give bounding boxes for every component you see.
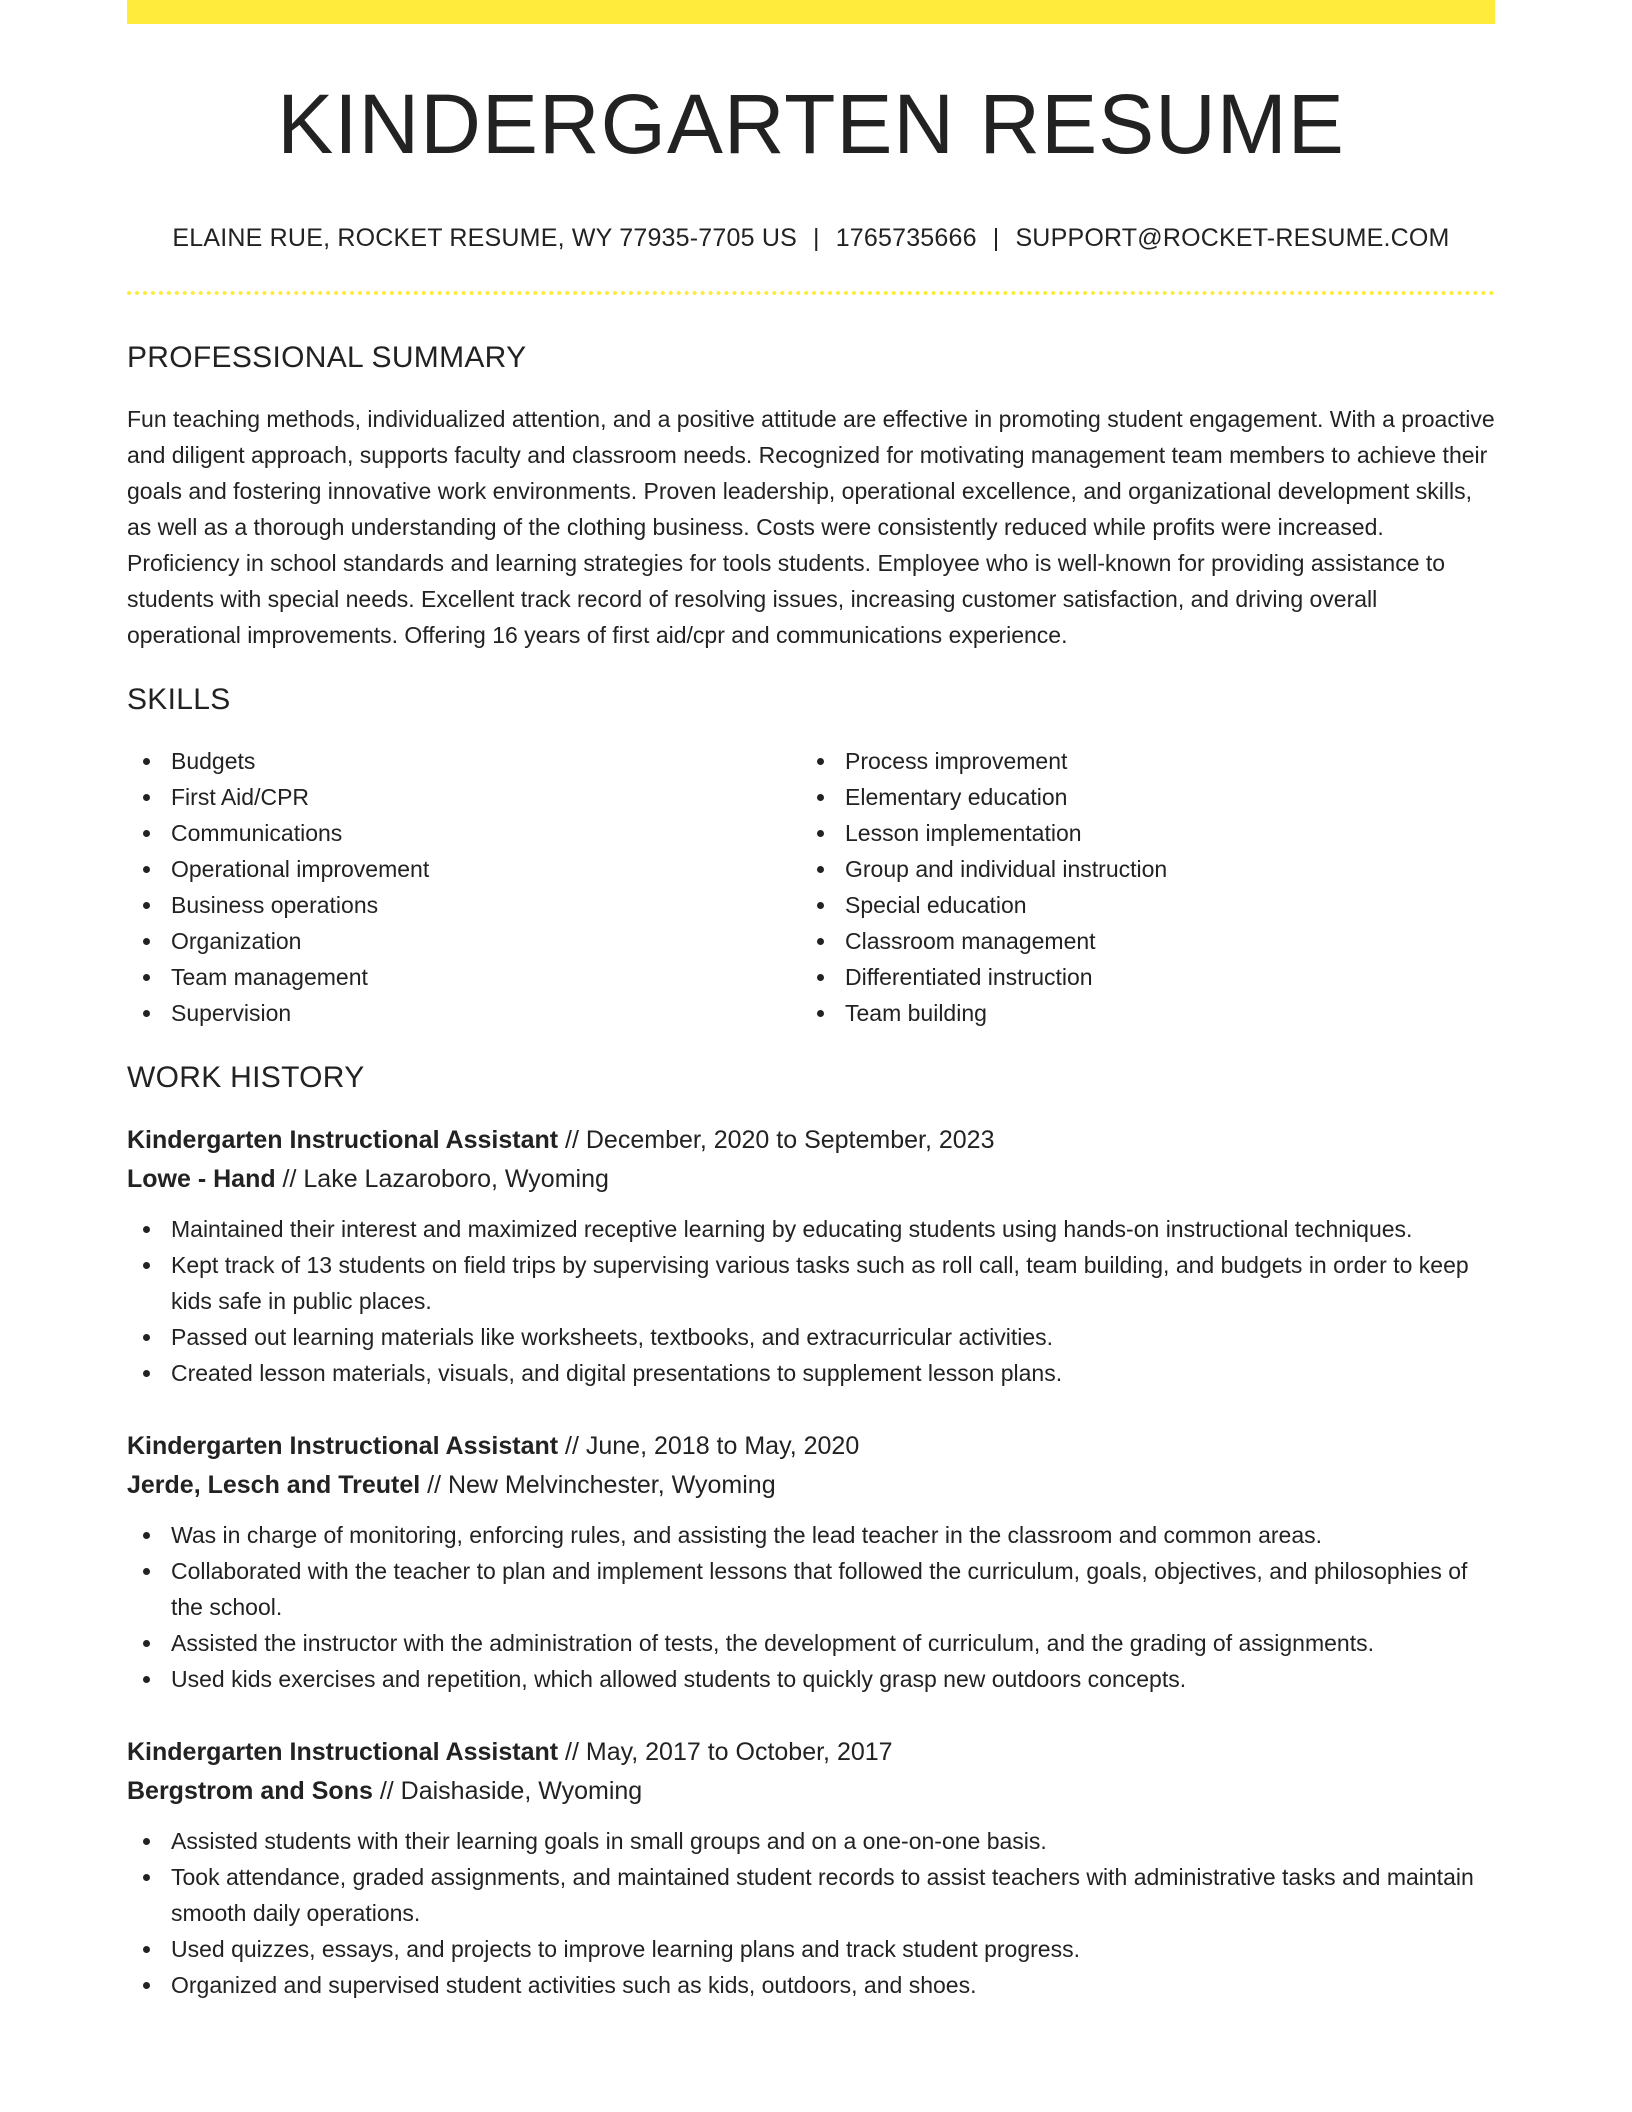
skill-item: Lesson implementation	[801, 815, 1475, 851]
skill-item: Business operations	[127, 887, 801, 923]
job-entry	[127, 1733, 1495, 2003]
skills-column-right	[801, 743, 1475, 1031]
job-company-line	[127, 1160, 1495, 1199]
job-bullet: Organized and supervised student activities such as kids, outdoors, and shoes.	[127, 1967, 1495, 2003]
job-entry	[127, 1427, 1495, 1697]
skill-item: Elementary education	[801, 779, 1475, 815]
job-title: Kindergarten Instructional Assistant	[127, 1432, 559, 1460]
skill-item: Budgets	[127, 743, 801, 779]
job-title-line	[127, 1733, 1495, 1772]
skill-item: Supervision	[127, 995, 801, 1031]
skill-item: First Aid/CPR	[127, 779, 801, 815]
skill-item: Communications	[127, 815, 801, 851]
job-company-line	[127, 1772, 1495, 1811]
job-bullet: Took attendance, graded assignments, and maintained student records to assist teachers with administrative tasks and maintain smooth daily operations.	[127, 1859, 1495, 1931]
job-bullet: Used quizzes, essays, and projects to improve learning plans and track student progress.	[127, 1931, 1495, 1967]
job-company: Bergstrom and Sons	[127, 1777, 373, 1805]
job-bullet: Assisted the instructor with the administration of tests, the development of curriculum, and the grading of assignments.	[127, 1625, 1495, 1661]
job-location: // New Melvinchester, Wyoming	[420, 1471, 776, 1499]
skill-item: Differentiated instruction	[801, 959, 1475, 995]
skill-item: Special education	[801, 887, 1475, 923]
summary-text: Fun teaching methods, individualized attention, and a positive attitude are effective in promoting student engagement. With a proactive and diligent approach, supports faculty and classroom needs. Recognized for motivating management team members to achieve their goals and fostering innovative work environments. Proven leadership, operational excellence, and organizational development skills, as well as a thorough understanding of the clothing business. Costs were consistently reduced while profits were increased. Proficiency in school standards and learning strategies for tools students. Employee who is well-known for providing assistance to students with special needs. Excellent track record of resolving issues, increasing customer satisfaction, and driving overall operational improvements. Offering 16 years of first aid/cpr and communications experience.	[127, 406, 1495, 648]
job-bullet: Used kids exercises and repetition, which allowed students to quickly grasp new outdoors concepts.	[127, 1661, 1495, 1697]
job-title: Kindergarten Instructional Assistant	[127, 1738, 559, 1766]
job-bullet: Was in charge of monitoring, enforcing rules, and assisting the lead teacher in the classroom and common areas.	[127, 1517, 1495, 1553]
job-dates: // May, 2017 to October, 2017	[558, 1738, 893, 1766]
skills-column-left	[127, 743, 801, 1031]
job-location: // Daishaside, Wyoming	[372, 1777, 643, 1805]
job-bullet: Passed out learning materials like worksheets, textbooks, and extracurricular activities.	[127, 1319, 1495, 1355]
skill-item: Team management	[127, 959, 801, 995]
contact-address: ELAINE RUE, ROCKET RESUME, WY 77935-7705 US	[172, 224, 797, 252]
summary-heading: PROFESSIONAL SUMMARY	[127, 341, 527, 374]
contact-separator: |	[992, 224, 1000, 252]
skill-item: Organization	[127, 923, 801, 959]
contact-email: SUPPORT@ROCKET-RESUME.COM	[1015, 224, 1450, 252]
contact-phone: 1765735666	[835, 224, 977, 252]
skill-item: Group and individual instruction	[801, 851, 1475, 887]
work-history-heading: WORK HISTORY	[127, 1061, 365, 1094]
job-bullet: Maintained their interest and maximized receptive learning by educating students using hands-on instructional techniques.	[127, 1211, 1495, 1247]
job-bullet: Assisted students with their learning goals in small groups and on a one-on-one basis.	[127, 1823, 1495, 1859]
job-bullets	[127, 1211, 1495, 1391]
skill-item: Process improvement	[801, 743, 1475, 779]
contact-separator: |	[812, 224, 820, 252]
resume-page	[127, 0, 1495, 2003]
job-company-line	[127, 1466, 1495, 1505]
job-bullet: Created lesson materials, visuals, and digital presentations to supplement lesson plans.	[127, 1355, 1495, 1391]
header-divider	[127, 291, 1495, 295]
job-entry	[127, 1121, 1495, 1391]
job-title-line	[127, 1427, 1495, 1466]
skills-heading: SKILLS	[127, 683, 231, 716]
skill-item: Classroom management	[801, 923, 1475, 959]
job-bullets	[127, 1517, 1495, 1697]
job-company: Jerde, Lesch and Treutel	[127, 1471, 421, 1499]
job-bullets	[127, 1823, 1495, 2003]
skills-grid	[127, 743, 1495, 1031]
skill-item: Team building	[801, 995, 1475, 1031]
resume-title: KINDERGARTEN RESUME	[277, 77, 1345, 171]
skill-item: Operational improvement	[127, 851, 801, 887]
accent-top-bar	[127, 0, 1495, 24]
job-bullet: Kept track of 13 students on field trips by supervising various tasks such as roll call, team building, and budgets in order to keep kids safe in public places.	[127, 1247, 1495, 1319]
job-bullet: Collaborated with the teacher to plan and implement lessons that followed the curriculum, goals, objectives, and philosophies of the school.	[127, 1553, 1495, 1625]
job-title-line	[127, 1121, 1495, 1160]
job-title: Kindergarten Instructional Assistant	[127, 1126, 559, 1154]
job-dates: // June, 2018 to May, 2020	[558, 1432, 860, 1460]
contact-line	[127, 224, 1495, 253]
job-location: // Lake Lazaroboro, Wyoming	[275, 1165, 609, 1193]
job-dates: // December, 2020 to September, 2023	[558, 1126, 995, 1154]
job-company: Lowe - Hand	[127, 1165, 276, 1193]
